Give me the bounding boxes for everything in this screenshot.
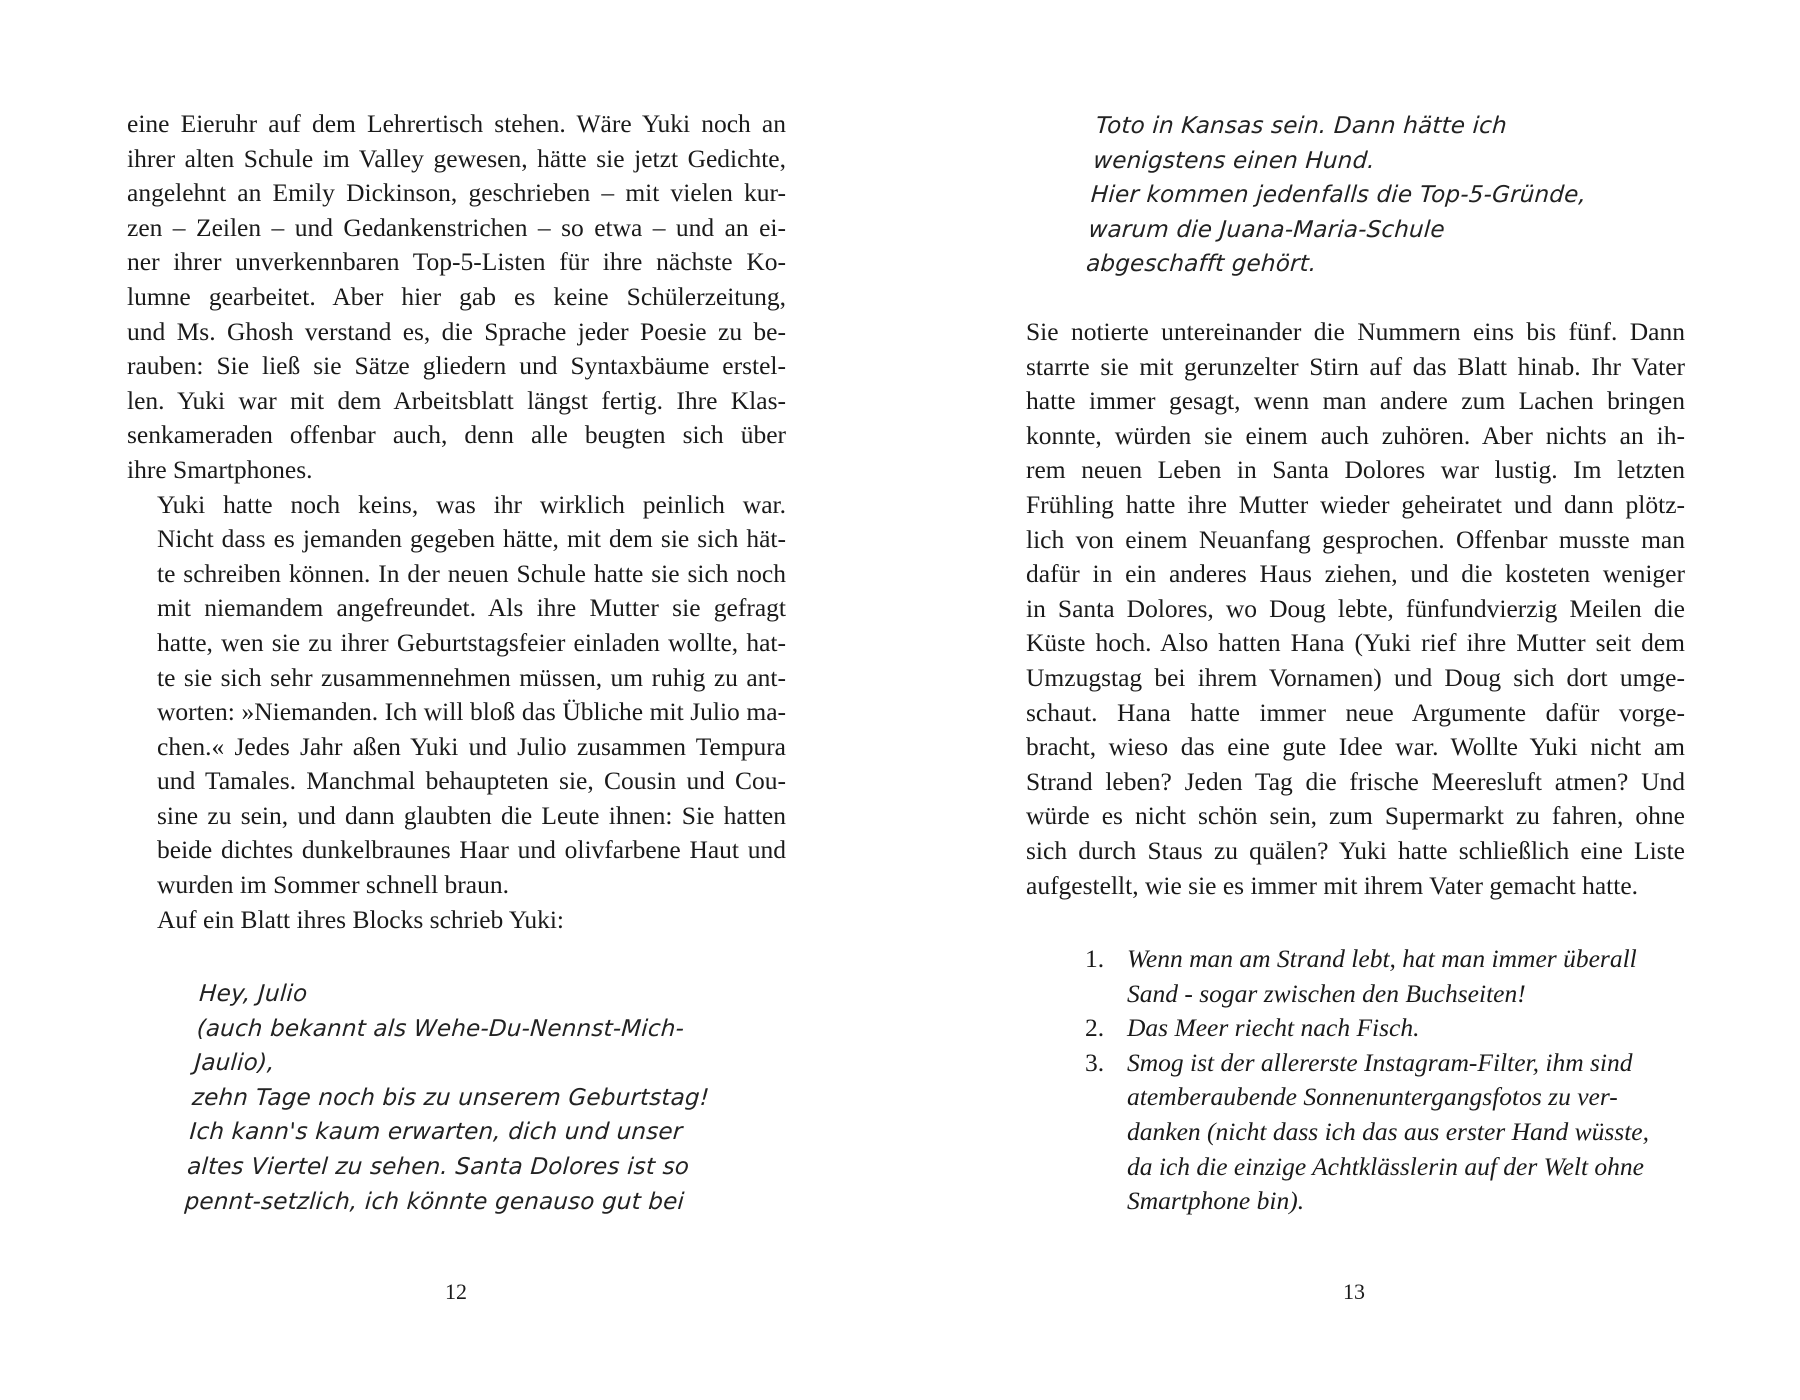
list-item-line: Das Meer riecht nach Fisch. bbox=[1127, 1013, 1420, 1043]
text-line: Strand leben? Jeden Tag die frische Meeresluft atmen? Und bbox=[1026, 766, 1685, 796]
list-item-text bbox=[1127, 942, 1685, 1011]
paragraph bbox=[127, 488, 786, 903]
text-line: konnte, würden sie einem auch zuhören. Aber nichts an ih- bbox=[1026, 420, 1685, 450]
text-line: Küste hoch. Also hatten Hana (Yuki rief ihre Mutter seit dem bbox=[1026, 628, 1685, 658]
text-line: Nicht dass es jemanden gegeben hätte, mit dem sie sich hät- bbox=[157, 524, 786, 554]
handwritten-line: altes Viertel zu sehen. Santa Dolores ist so bbox=[186, 1153, 691, 1180]
list-item bbox=[1085, 942, 1685, 1011]
top-5-list bbox=[1085, 942, 1685, 1219]
handwritten-line: Jaulio), bbox=[193, 1050, 276, 1077]
left-handwritten-note bbox=[184, 977, 718, 1219]
text-line: Frühling hatte ihre Mutter wieder geheiratet und dann plötz- bbox=[1026, 489, 1685, 519]
right-body-text bbox=[1026, 315, 1685, 903]
page-number-right: 13 bbox=[1343, 1279, 1365, 1304]
list-item bbox=[1085, 1011, 1685, 1046]
text-line: rem neuen Leben in Santa Dolores war lustig. Im letzten bbox=[1026, 455, 1685, 485]
text-line: hatte immer gesagt, wenn man andere zum Lachen bringen bbox=[1026, 386, 1685, 416]
left-body-text bbox=[127, 107, 786, 937]
text-line: len. Yuki war mit dem Arbeitsblatt längst fertig. Ihre Klas- bbox=[127, 385, 786, 415]
list-item-line: Smog ist der allererste Instagram-Filter, ihm sind bbox=[1127, 1047, 1633, 1077]
paragraph bbox=[127, 107, 786, 488]
list-number: 2. bbox=[1085, 1013, 1105, 1043]
list-item-line: danken (nicht dass ich das aus erster Hand wüsste, bbox=[1127, 1116, 1650, 1146]
text-line: hatte, wen sie zu ihrer Geburtstagsfeier einladen wollte, hat- bbox=[157, 627, 786, 657]
list-item-line: atemberaubende Sonnenuntergangsfotos zu ver- bbox=[1127, 1082, 1618, 1112]
handwritten-line: warum die Juana-Maria-Schule bbox=[1087, 216, 1446, 243]
handwritten-line: Hey, Julio bbox=[198, 981, 309, 1007]
handwritten-line: Hier kommen jedenfalls die Top-5-Gründe, bbox=[1090, 182, 1587, 209]
list-number: 1. bbox=[1085, 944, 1105, 973]
text-line: und Tamales. Manchmal behaupteten sie, Cousin und Cou- bbox=[157, 766, 786, 796]
text-line: würde es nicht schön sein, zum Supermarkt zu fahren, ohne bbox=[1026, 801, 1685, 831]
text-line: starrte sie mit gerunzelter Stirn auf das Blatt hinab. Ihr Vater bbox=[1026, 351, 1685, 381]
text-line: rauben: Sie ließ sie Sätze gliedern und Syntaxbäume erstel- bbox=[127, 351, 786, 381]
handwritten-line: (auch bekannt als Wehe-Du-Nennst-Mich- bbox=[195, 1015, 686, 1042]
text-line: Sie notierte untereinander die Nummern eins bis fünf. Dann bbox=[1026, 317, 1685, 346]
text-line: sich durch Staus zu quälen? Yuki hatte schließlich eine Liste bbox=[1026, 835, 1685, 865]
text-line: te schreiben können. In der neuen Schule hatte sie sich noch bbox=[157, 558, 786, 588]
text-line: ihrer alten Schule im Valley gewesen, hätte sie jetzt Gedichte, bbox=[127, 143, 786, 173]
list-number: 3. bbox=[1085, 1047, 1105, 1077]
text-line: zen – Zeilen – und Gedankenstrichen – so etwa – und an ei- bbox=[127, 212, 786, 242]
text-line: te sie sich sehr zusammennehmen müssen, um ruhig zu ant- bbox=[157, 662, 786, 692]
handwritten-line: Ich kann's kaum erwarten, dich und unser bbox=[188, 1119, 684, 1146]
list-item-text bbox=[1127, 1046, 1685, 1219]
list-item bbox=[1085, 1046, 1685, 1219]
text-line: und Ms. Ghosh verstand es, die Sprache jeder Poesie zu be- bbox=[127, 316, 786, 346]
list-item-line: Wenn man am Strand lebt, hat man immer überall bbox=[1127, 944, 1637, 973]
text-line: in Santa Dolores, wo Doug lebte, fünfundvierzig Meilen die bbox=[1026, 593, 1685, 623]
text-line: lumne gearbeitet. Aber hier gab es keine Schülerzeitung, bbox=[127, 281, 786, 311]
text-line: sine zu sein, und dann glaubten die Leute ihnen: Sie hatten bbox=[157, 800, 786, 830]
list-item-line: da ich die einzige Achtklässlerin auf der Welt ohne bbox=[1127, 1151, 1644, 1181]
paragraph bbox=[127, 903, 786, 938]
list-item-line: Sand - sogar zwischen den Buchseiten! bbox=[1127, 978, 1526, 1008]
text-line: mit niemandem angefreundet. Als ihre Mutter sie gefragt bbox=[157, 593, 786, 623]
text-line: senkameraden offenbar auch, denn alle beugten sich über bbox=[127, 420, 786, 450]
text-line: eine Eieruhr auf dem Lehrertisch stehen. Wäre Yuki noch an bbox=[127, 109, 786, 138]
handwritten-line: zehn Tage noch bis zu unserem Geburtstag! bbox=[191, 1084, 711, 1111]
text-line: worten: »Niemanden. Ich will bloß das Übliche mit Julio ma- bbox=[157, 697, 786, 727]
text-line: chen.« Jedes Jahr aßen Yuki und Julio zusammen Tempura bbox=[157, 731, 786, 761]
text-line: dafür in ein anderes Haus ziehen, und die kosteten weniger bbox=[1026, 559, 1685, 589]
text-line: bracht, wieso das eine gute Idee war. Wollte Yuki nicht am bbox=[1026, 732, 1685, 762]
text-line: ner ihrer unverkennbaren Top-5-Listen für ihre nächste Ko- bbox=[127, 247, 786, 277]
text-line: beide dichtes dunkelbraunes Haar und olivfarbene Haut und bbox=[157, 835, 786, 865]
handwritten-line: abgeschafft gehört. bbox=[1085, 251, 1318, 278]
right-page bbox=[900, 0, 1800, 1400]
list-item-text bbox=[1127, 1011, 1685, 1046]
text-line: Yuki hatte noch keins, was ihr wirklich peinlich war. bbox=[157, 489, 786, 519]
handwritten-line: Toto in Kansas sein. Dann hätte ich bbox=[1094, 113, 1508, 139]
text-line: ihre Smartphones. bbox=[127, 454, 313, 484]
text-line: Umzugstag bei ihrem Vornamen) und Doug sich dort umge- bbox=[1026, 662, 1685, 692]
text-line: lich von einem Neuanfang gesprochen. Offenbar musste man bbox=[1026, 524, 1685, 554]
text-line: angelehnt an Emily Dickinson, geschrieben – mit vielen kur- bbox=[127, 178, 786, 208]
right-handwritten-note bbox=[1085, 109, 1592, 282]
list-item-line: Smartphone bin). bbox=[1127, 1186, 1305, 1216]
handwritten-line: pennt-setzlich, ich könnte genauso gut bei bbox=[183, 1188, 686, 1215]
text-line: Auf ein Blatt ihres Blocks schrieb Yuki: bbox=[157, 904, 564, 934]
handwritten-line: wenigstens einen Hund. bbox=[1092, 147, 1376, 174]
page-number-left: 12 bbox=[445, 1279, 467, 1304]
text-line: aufgestellt, wie sie es immer mit ihrem Vater gemacht hatte. bbox=[1026, 870, 1639, 900]
text-line: schaut. Hana hatte immer neue Argumente dafür vorge- bbox=[1026, 697, 1685, 727]
paragraph bbox=[1026, 315, 1685, 903]
text-line: wurden im Sommer schnell braun. bbox=[157, 870, 509, 900]
